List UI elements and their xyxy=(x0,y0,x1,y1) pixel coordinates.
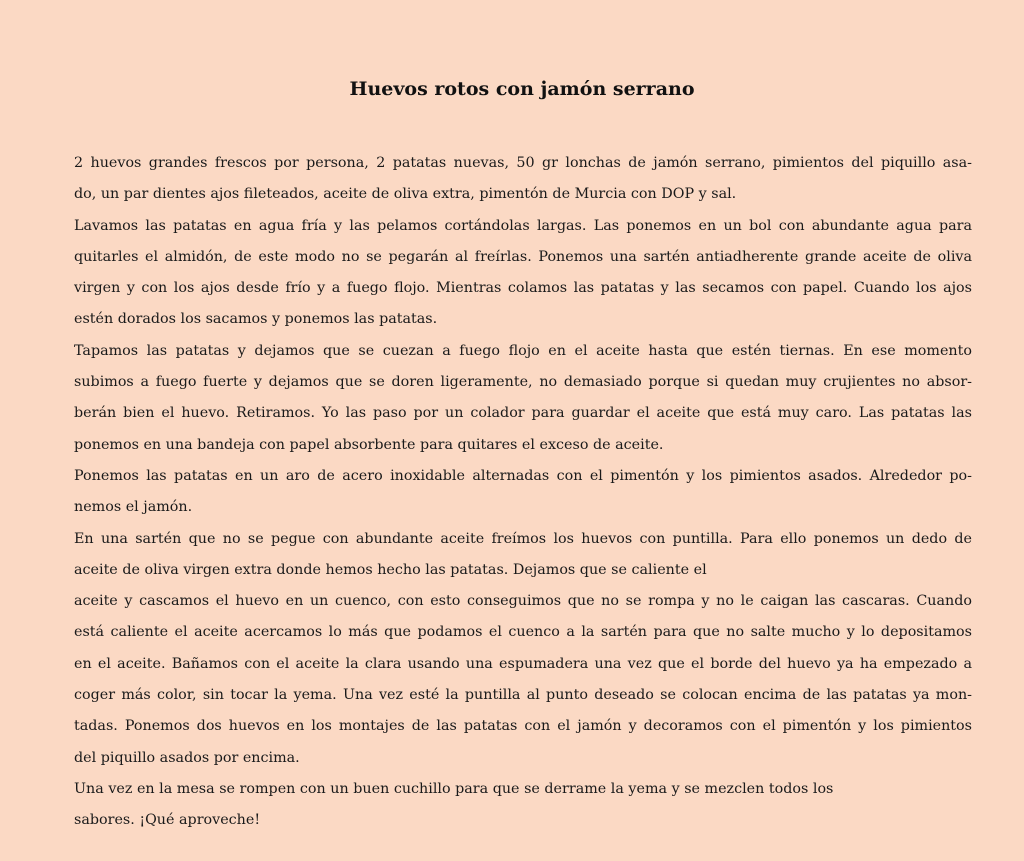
body-line-ingredients-1: 2 huevos grandes frescos por persona, 2 patatas nuevas, 50 gr lonchas de jamón serrano, pimientos del piquillo asa- xyxy=(74,155,972,171)
body-line-step1-2: quitarles el almidón, de este modo no se pegarán al freírlas. Ponemos una sartén antiadherente grande aceite de oliva xyxy=(74,249,972,265)
body-line-step5-5: tadas. Ponemos dos huevos en los montajes de las patatas con el jamón y decoramos con el pimentón y los pimientos xyxy=(74,718,972,734)
body-line-step1-3: virgen y con los ajos desde frío y a fuego flojo. Mientras colamos las patatas y las secamos con papel. Cuando los ajos xyxy=(74,280,972,296)
body-line-step5-4: coger más color, sin tocar la yema. Una vez esté la puntilla al punto deseado se colocan encima de las patatas ya mon- xyxy=(74,687,972,703)
body-line-closing-2: sabores. ¡Qué aproveche! xyxy=(74,812,261,828)
recipe-title: Huevos rotos con jamón serrano xyxy=(349,78,695,100)
body-line-step2-2: subimos a fuego fuerte y dejamos que se doren ligeramente, no demasiado porque si quedan muy crujientes no absor- xyxy=(74,374,972,390)
body-line-step2-4: ponemos en una bandeja con papel absorbente para quitares el exceso de aceite. xyxy=(74,437,664,453)
body-line-step5-6: del piquillo asados por encima. xyxy=(74,750,300,766)
body-line-step5-2: está caliente el aceite acercamos lo más que podamos el cuenco a la sartén para que no salte mucho y lo depositamos xyxy=(74,624,972,640)
body-line-step2-1: Tapamos las patatas y dejamos que se cuezan a fuego flojo en el aceite hasta que estén tiernas. En ese momento xyxy=(74,343,972,359)
body-line-step1-1: Lavamos las patatas en agua fría y las pelamos cortándolas largas. Las ponemos en un bol con abundante agua para xyxy=(74,218,972,234)
body-line-step1-4: estén dorados los sacamos y ponemos las patatas. xyxy=(74,311,438,327)
body-line-step2-3: berán bien el huevo. Retiramos. Yo las paso por un colador para guardar el aceite que está muy caro. Las patatas las xyxy=(74,405,972,421)
body-line-step4-2: aceite de oliva virgen extra donde hemos hecho las patatas. Dejamos que se caliente el xyxy=(74,562,707,578)
body-line-step3-1: Ponemos las patatas en un aro de acero inoxidable alternadas con el pimentón y los pimientos asados. Alrededor po- xyxy=(74,468,972,484)
body-line-step5-1: aceite y cascamos el huevo en un cuenco, con esto conseguimos que no se rompa y no le caigan las cascaras. Cuando xyxy=(74,593,972,609)
body-line-closing-1: Una vez en la mesa se rompen con un buen cuchillo para que se derrame la yema y se mezclen todos los xyxy=(74,781,834,797)
body-line-step4-1: En una sartén que no se pegue con abundante aceite freímos los huevos con puntilla. Para ello ponemos un dedo de xyxy=(74,531,972,547)
body-line-step3-2: nemos el jamón. xyxy=(74,499,193,515)
body-line-ingredients-2: do, un par dientes ajos fileteados, aceite de oliva extra, pimentón de Murcia con DOP y sal. xyxy=(74,186,737,202)
body-line-step5-3: en el aceite. Bañamos con el aceite la clara usando una espumadera una vez que el borde del huevo ya ha empezado a xyxy=(74,656,972,672)
